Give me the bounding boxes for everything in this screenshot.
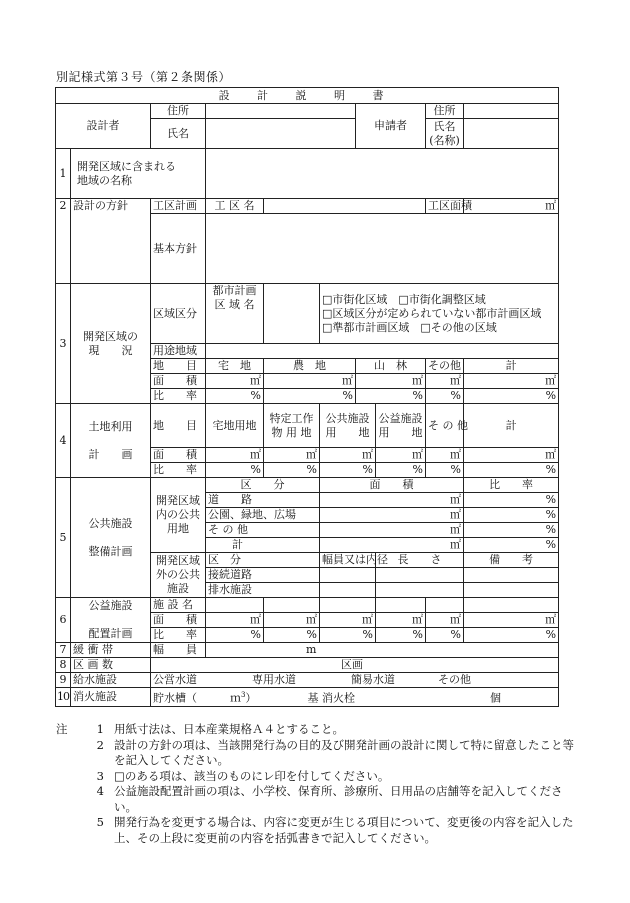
s3-toshi-label: 都市計画 区 域 名 [206, 284, 264, 344]
s6-menseki-3[interactable] [320, 613, 376, 628]
s4-chimoku-label: 地 目 [151, 404, 206, 448]
s5-in-row-kei: 計 [206, 538, 320, 553]
s10-number: 10 [56, 688, 71, 707]
s3-hiritsu-kei[interactable] [464, 389, 559, 404]
s3-number: 3 [56, 284, 71, 404]
applicant-name-label: 氏名 (名称) [426, 119, 464, 149]
note-prefix [56, 738, 80, 769]
s3-chimoku-label: 地 目 [151, 359, 206, 374]
s8-number: 8 [56, 658, 71, 673]
s6-hiritsu-3[interactable] [320, 628, 376, 643]
unit-m2: ㎡ [412, 448, 423, 461]
s5-out-col-fukuin: 幅員又は内径 [320, 553, 376, 568]
note-item [56, 784, 576, 815]
s5-out-col-bikou: 備 考 [464, 553, 559, 568]
s2-kouku-name-label: 工 区 名 [206, 199, 264, 214]
unit-pct: % [412, 628, 423, 641]
unit-pct: % [545, 523, 557, 536]
chosui-label: 貯水槽（ ｍ [153, 691, 241, 705]
s3-menseki-label: 面 積 [151, 374, 206, 389]
designer-address-field[interactable] [206, 104, 356, 119]
design-explanation-form [55, 87, 559, 707]
unit-kukaku: 区画 [341, 658, 363, 671]
s3-kubun-options[interactable]: □市街化区域 □市街化調整区域 □区域区分が定められていない都市計画区域 □準都市計画区域 □その他の区域 [320, 284, 559, 344]
s3-kubun-label: 区域区分 [151, 284, 206, 344]
shoukasen-label: 消火栓 [321, 691, 355, 705]
s3-hiritsu-label: 比 率 [151, 389, 206, 404]
s6-menseki-4[interactable] [376, 613, 426, 628]
s5-out-col-kubun: 区 分 [206, 553, 320, 568]
s5-in-hiritsu-1[interactable] [464, 493, 559, 508]
s4-menseki-5[interactable] [426, 448, 464, 463]
s4-hiritsu-1[interactable] [206, 463, 264, 478]
s6-hiritsu-4[interactable] [376, 628, 426, 643]
unit-m2: ㎡ [362, 448, 373, 461]
s5-out-fukuin-1[interactable] [320, 568, 376, 583]
s3-menseki-sanrin[interactable] [356, 374, 426, 389]
unit-pct: % [306, 463, 317, 476]
s3-hiritsu-sanrin[interactable] [356, 389, 426, 404]
unit-pct: % [362, 463, 373, 476]
s4-hiritsu-6[interactable] [464, 463, 559, 478]
unit-m2: ㎡ [412, 613, 423, 626]
s3-label: 開発区域の 現 況 [71, 284, 151, 404]
s4-menseki-2[interactable] [264, 448, 320, 463]
s5-in-label: 開発区域 内の公共 用地 [151, 478, 206, 553]
unit-m2: ㎡ [450, 493, 461, 506]
s3-hiritsu-takuchi[interactable] [206, 389, 264, 404]
s2-number: 2 [56, 199, 71, 284]
unit-m2: ㎡ [362, 613, 373, 626]
s7-fukuin-field[interactable] [206, 643, 559, 658]
s1-label: 開発区域に含まれる 地域の名称 [71, 149, 206, 199]
unit-m2: ㎡ [306, 613, 317, 626]
s5-out-bikou-2[interactable] [464, 583, 559, 598]
applicant-address-field[interactable] [464, 104, 559, 119]
s5-in-hiritsu-3[interactable] [464, 523, 559, 538]
s8-field[interactable] [151, 658, 559, 673]
s8-label: 区 画 数 [71, 658, 151, 673]
note-text: 設計の方針の項は、当該開発行為の目的及び開発計画の設計に関して特に留意したこと等を記入してください。 [114, 737, 574, 767]
s1-field[interactable] [206, 149, 559, 199]
s3-menseki-nouchi[interactable] [264, 374, 356, 389]
s6-number: 6 [56, 598, 71, 643]
note-prefix [56, 769, 80, 785]
s5-out-fukuin-2[interactable] [320, 583, 376, 598]
s4-menseki-4[interactable] [376, 448, 426, 463]
s6-menseki-6[interactable] [464, 613, 559, 628]
note-prefix [56, 815, 80, 846]
s3-youto-field[interactable] [206, 344, 559, 359]
form-title: 設 計 説 明 書 [56, 88, 559, 104]
s1-number: 1 [56, 149, 71, 199]
s5-in-menseki-4[interactable] [320, 538, 464, 553]
unit-pct: % [545, 538, 557, 551]
s3-col-sanrin: 山 林 [356, 359, 426, 374]
s4-col-koukyou: 公共施設 用 地 [320, 404, 376, 448]
s6-shisetsu-5[interactable] [426, 598, 464, 613]
applicant-name-field[interactable] [464, 119, 559, 149]
s4-col-kei: 計 [464, 404, 559, 448]
unit-m2: ㎡ [250, 374, 261, 387]
unit-pct: % [450, 389, 461, 402]
note-text: 開発行為を変更する場合は、内容に変更が生じる項目について、変更後の内容を記入した上、その上段に変更前の内容を括弧書きで記入してください。 [114, 815, 574, 845]
unit-m2: ㎡ [450, 374, 461, 387]
s4-hiritsu-5[interactable] [426, 463, 464, 478]
s2-kouku-area-field[interactable] [464, 199, 559, 214]
s6-menseki-5[interactable] [426, 613, 464, 628]
s7-fukuin-label: 幅 員 [151, 643, 206, 658]
note-item [56, 722, 576, 738]
unit-m2: ㎡ [412, 374, 423, 387]
s4-label: 土地利用 計 画 [71, 404, 151, 478]
chosui-tail: ） [245, 691, 257, 705]
unit-m2: ㎡ [306, 448, 317, 461]
s4-menseki-label: 面 積 [151, 448, 206, 463]
s3-menseki-kei[interactable] [464, 374, 559, 389]
s5-out-row-setsuzoku: 接続道路 [206, 568, 320, 583]
unit-m2: ㎡ [450, 523, 461, 536]
s6-menseki-label: 面 積 [151, 613, 206, 628]
s4-col-tokutei: 特定工作 物 用 地 [264, 404, 320, 448]
s5-out-label: 開発区域 外の公共 施設 [151, 553, 206, 598]
s5-out-row-haisui: 排水施設 [206, 583, 320, 598]
s6-label: 公益施設 配置計画 [71, 598, 151, 643]
designer-name-field[interactable] [206, 119, 356, 149]
s4-hiritsu-4[interactable] [376, 463, 426, 478]
kan-i-suidou: 簡易水道 [351, 673, 395, 686]
s5-label: 公共施設 整備計画 [71, 478, 151, 598]
s3-hiritsu-nouchi[interactable] [264, 389, 356, 404]
ko-unit: 個 [489, 691, 501, 705]
s3-menseki-takuchi[interactable] [206, 374, 264, 389]
s6-hiritsu-5[interactable] [426, 628, 464, 643]
s4-menseki-3[interactable] [320, 448, 376, 463]
s4-menseki-1[interactable] [206, 448, 264, 463]
s5-in-menseki-3[interactable] [320, 523, 464, 538]
s5-in-col-menseki: 面 積 [320, 478, 464, 493]
chosui-sup: 3 [241, 691, 246, 699]
unit-m2: ㎡ [450, 448, 461, 461]
s4-menseki-6[interactable] [464, 448, 559, 463]
unit-m2: ㎡ [545, 448, 557, 461]
form-number: 別記様式第３号（第２条関係） [56, 70, 232, 84]
s2-kouku-label: 工区計画 [151, 199, 206, 214]
sonota-suidou: その他 [438, 673, 471, 686]
unit-pct: % [412, 389, 423, 402]
s9-number: 9 [56, 673, 71, 688]
s6-menseki-2[interactable] [264, 613, 320, 628]
designer-label: 設計者 [56, 104, 151, 149]
note-number: 3 [96, 768, 104, 783]
s9-label: 給水施設 [71, 673, 151, 688]
s3-col-nouchi: 農 地 [264, 359, 356, 374]
unit-pct: % [545, 628, 557, 641]
s5-in-menseki-2[interactable] [320, 508, 464, 523]
unit-m: m [306, 643, 317, 656]
s5-out-col-nagasa: 長 さ [376, 553, 464, 568]
unit-pct: % [250, 389, 261, 402]
s5-out-bikou-1[interactable] [464, 568, 559, 583]
s3-col-sonota: その他 [426, 359, 464, 374]
s6-shisetsu-4[interactable] [376, 598, 426, 613]
unit-m2: ㎡ [250, 613, 261, 626]
s4-col-sonota: そ の 他 [426, 404, 464, 448]
s5-out-nagasa-1[interactable] [376, 568, 464, 583]
s2-kihon-field[interactable] [206, 214, 559, 284]
unit-pct: % [545, 493, 557, 506]
unit-m2: ㎡ [545, 374, 557, 387]
note-number: 4 [96, 784, 104, 798]
unit-pct: % [250, 463, 261, 476]
s6-hiritsu-6[interactable] [464, 628, 559, 643]
s5-in-col-hiritsu: 比 率 [464, 478, 559, 493]
unit-pct: % [450, 628, 461, 641]
s7-label: 緩 衝 帯 [71, 643, 151, 658]
s4-hiritsu-2[interactable] [264, 463, 320, 478]
s10-label: 消火施設 [71, 688, 151, 707]
note-number: 2 [96, 737, 104, 752]
note-prefix: 注 [56, 722, 68, 736]
ki-unit: 基 [307, 691, 319, 705]
s6-shisetsu-6[interactable] [464, 598, 559, 613]
applicant-label: 申請者 [356, 104, 426, 149]
note-item [56, 738, 576, 769]
s3-hiritsu-sonota[interactable] [426, 389, 464, 404]
note-number: 5 [96, 815, 104, 829]
s5-in-hiritsu-4[interactable] [464, 538, 559, 553]
s2-kihon-label: 基本方針 [151, 214, 206, 284]
unit-m2: ㎡ [342, 374, 353, 387]
s4-number: 4 [56, 404, 71, 478]
unit-m2: ㎡ [450, 613, 461, 626]
s4-hiritsu-3[interactable] [320, 463, 376, 478]
unit-m2: ㎡ [545, 613, 557, 626]
unit-pct: % [545, 463, 557, 476]
unit-pct: % [306, 628, 317, 641]
s6-menseki-1[interactable] [206, 613, 264, 628]
s6-hiritsu-2[interactable] [264, 628, 320, 643]
s9-field[interactable] [151, 673, 559, 688]
s6-shisetsu-1[interactable] [206, 598, 264, 613]
kouei-suidou: 公営水道 [153, 673, 197, 686]
applicant-address-label: 住所 [426, 104, 464, 119]
unit-pct: % [412, 463, 423, 476]
s5-in-row-douro: 道 路 [206, 493, 320, 508]
s4-col-takuchi: 宅地用地 [206, 404, 264, 448]
s4-hiritsu-label: 比 率 [151, 463, 206, 478]
notes [56, 722, 576, 846]
s4-col-koueki: 公益施設 用 地 [376, 404, 426, 448]
s3-col-kei: 計 [464, 359, 559, 374]
s5-in-row-kouen: 公園、緑地、広場 [206, 508, 320, 523]
unit-m2: ㎡ [250, 448, 261, 461]
note-item [56, 769, 576, 785]
note-number: 1 [96, 722, 104, 736]
note-item [56, 815, 576, 846]
s6-shisetsu-3[interactable] [320, 598, 376, 613]
s6-shisetsu-label: 施 設 名 [151, 598, 206, 613]
s10-field[interactable] [151, 688, 559, 707]
s5-number: 5 [56, 478, 71, 598]
note-text: 用紙寸法は、日本産業規格Ａ４とすること。 [114, 722, 344, 736]
unit-pct: % [545, 389, 557, 402]
s6-hiritsu-1[interactable] [206, 628, 264, 643]
unit-pct: % [342, 389, 353, 402]
unit-pct: % [545, 508, 557, 521]
senyou-suidou: 専用水道 [252, 673, 296, 686]
s3-youto-label: 用途地域 [151, 344, 206, 359]
s3-menseki-sonota[interactable] [426, 374, 464, 389]
s5-out-nagasa-2[interactable] [376, 583, 464, 598]
s3-toshi-field[interactable] [264, 284, 320, 344]
note-prefix [56, 784, 80, 815]
unit-m2: ㎡ [450, 508, 461, 521]
s5-in-hiritsu-2[interactable] [464, 508, 559, 523]
s5-in-menseki-1[interactable] [320, 493, 464, 508]
note-text: 公益施設配置計画の項は、小学校、保育所、診療所、日用品の店舗等を記入してください。 [114, 784, 563, 814]
unit-m2: ㎡ [545, 199, 557, 212]
unit-pct: % [250, 628, 261, 641]
s2-label: 設計の方針 [71, 199, 151, 284]
unit-pct: % [450, 463, 461, 476]
unit-m2: ㎡ [450, 538, 461, 551]
s6-shisetsu-2[interactable] [264, 598, 320, 613]
designer-name-label: 氏名 [151, 119, 206, 149]
s6-hiritsu-label: 比 率 [151, 628, 206, 643]
s5-in-col-kubun: 区 分 [206, 478, 320, 493]
note-text: □のある項は、該当のものにレ印を付してください。 [114, 768, 390, 783]
s2-kouku-area-label: 工区面積 [426, 199, 464, 214]
designer-address-label: 住所 [151, 104, 206, 119]
s7-number: 7 [56, 643, 71, 658]
s5-in-row-sonota: そ の 他 [206, 523, 320, 538]
s3-col-takuchi: 宅 地 [206, 359, 264, 374]
s2-kouku-name-field[interactable] [264, 199, 426, 214]
unit-pct: % [362, 628, 373, 641]
